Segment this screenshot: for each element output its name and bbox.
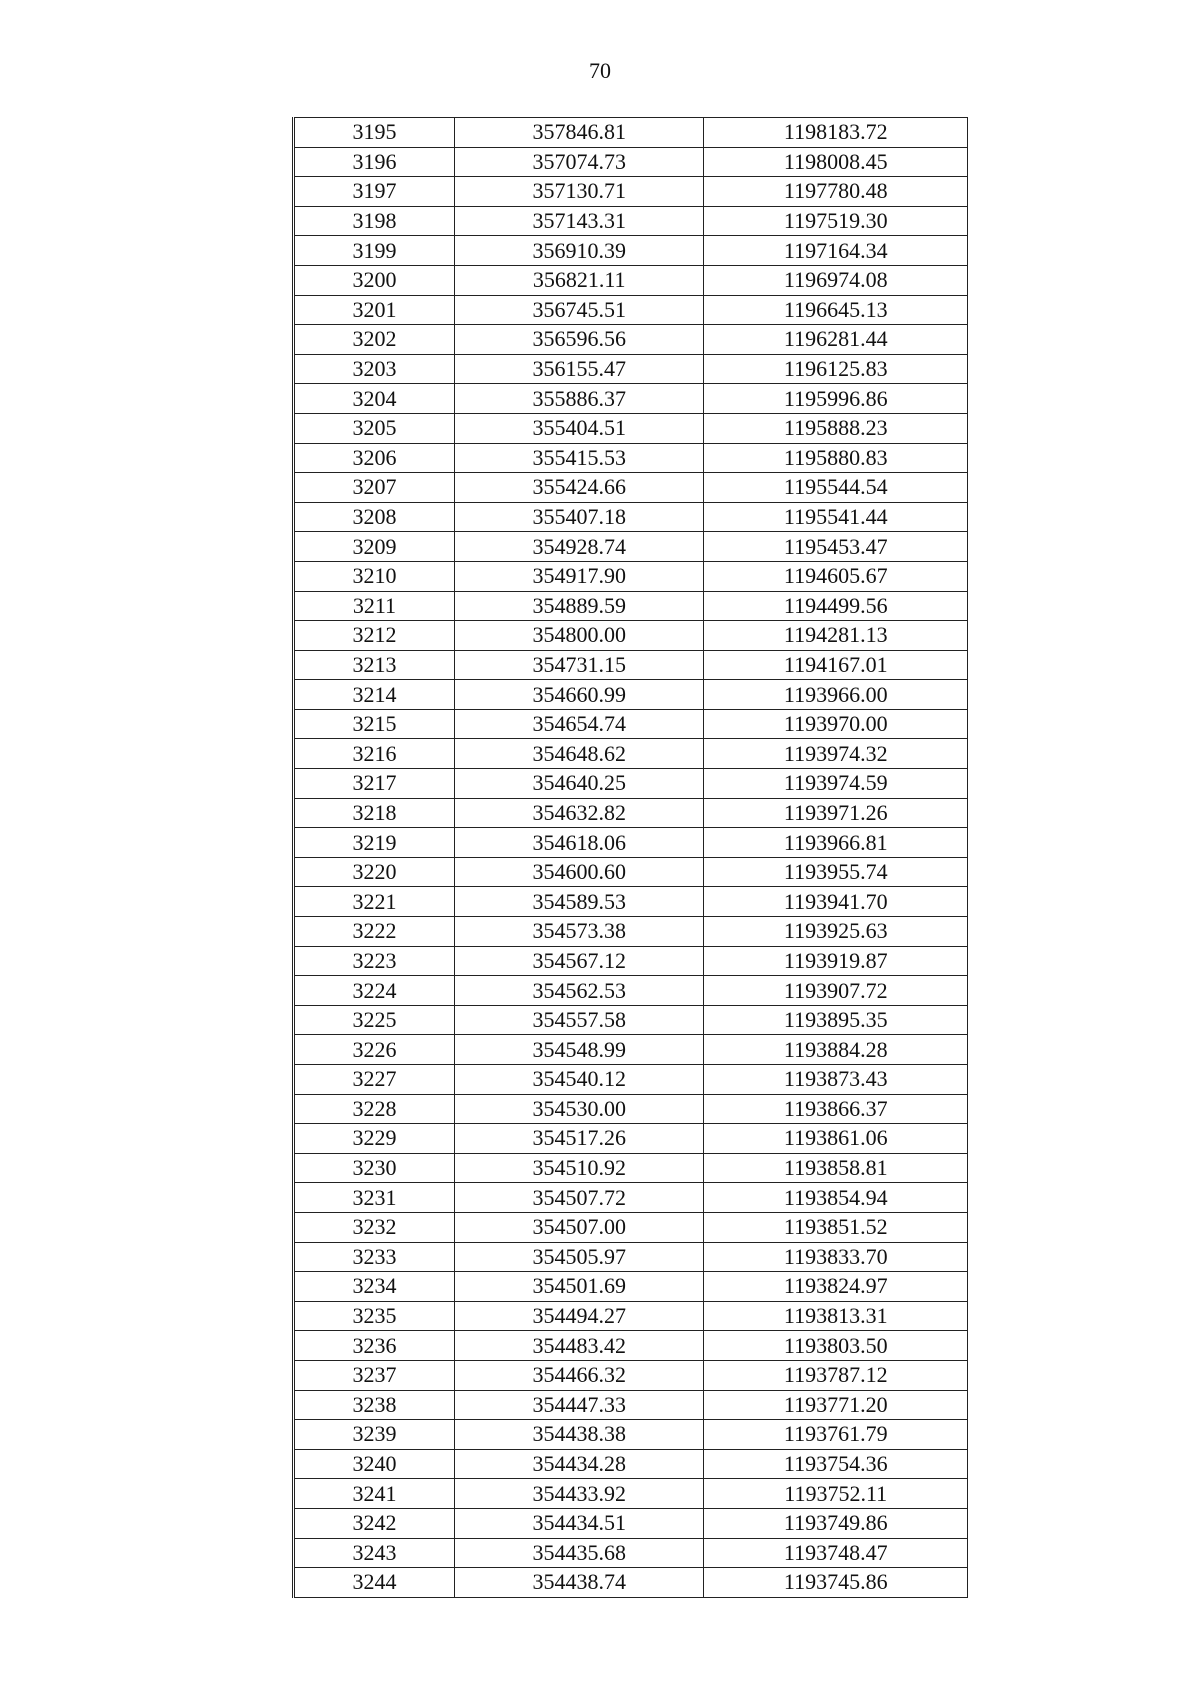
point-number-cell: 3235 [294, 1301, 455, 1331]
y-coordinate-cell: 1194499.56 [704, 591, 968, 621]
table-row [294, 384, 968, 414]
table-row [294, 1568, 968, 1598]
table-row [294, 857, 968, 887]
point-number-cell: 3214 [294, 680, 455, 710]
x-coordinate-cell: 354731.15 [454, 650, 704, 680]
point-number-cell: 3218 [294, 798, 455, 828]
table-row [294, 354, 968, 384]
y-coordinate-cell: 1196125.83 [704, 354, 968, 384]
point-number-cell: 3215 [294, 709, 455, 739]
point-number-cell: 3225 [294, 1005, 455, 1035]
point-number-cell: 3224 [294, 976, 455, 1006]
y-coordinate-cell: 1193824.97 [704, 1272, 968, 1302]
point-number-cell: 3199 [294, 236, 455, 266]
y-coordinate-cell: 1193907.72 [704, 976, 968, 1006]
x-coordinate-cell: 354640.25 [454, 769, 704, 799]
x-coordinate-cell: 354917.90 [454, 561, 704, 591]
y-coordinate-cell: 1193754.36 [704, 1449, 968, 1479]
point-number-cell: 3227 [294, 1065, 455, 1095]
table-row [294, 1124, 968, 1154]
point-number-cell: 3200 [294, 265, 455, 295]
table-row [294, 443, 968, 473]
point-number-cell: 3207 [294, 473, 455, 503]
x-coordinate-cell: 354507.72 [454, 1183, 704, 1213]
y-coordinate-cell: 1196645.13 [704, 295, 968, 325]
table-row [294, 1035, 968, 1065]
point-number-cell: 3204 [294, 384, 455, 414]
x-coordinate-cell: 354540.12 [454, 1065, 704, 1095]
x-coordinate-cell: 355424.66 [454, 473, 704, 503]
point-number-cell: 3221 [294, 887, 455, 917]
x-coordinate-cell: 354438.38 [454, 1420, 704, 1450]
table-row [294, 177, 968, 207]
x-coordinate-cell: 355407.18 [454, 502, 704, 532]
y-coordinate-cell: 1193974.32 [704, 739, 968, 769]
y-coordinate-cell: 1195544.54 [704, 473, 968, 503]
table-row [294, 265, 968, 295]
table-row [294, 413, 968, 443]
point-number-cell: 3243 [294, 1538, 455, 1568]
table-row [294, 1508, 968, 1538]
point-number-cell: 3244 [294, 1568, 455, 1598]
table-row [294, 680, 968, 710]
y-coordinate-cell: 1193941.70 [704, 887, 968, 917]
x-coordinate-cell: 356821.11 [454, 265, 704, 295]
point-number-cell: 3208 [294, 502, 455, 532]
table-row [294, 1479, 968, 1509]
y-coordinate-cell: 1195453.47 [704, 532, 968, 562]
table-row [294, 709, 968, 739]
point-number-cell: 3205 [294, 413, 455, 443]
y-coordinate-cell: 1194605.67 [704, 561, 968, 591]
y-coordinate-cell: 1194167.01 [704, 650, 968, 680]
x-coordinate-cell: 354632.82 [454, 798, 704, 828]
x-coordinate-cell: 355886.37 [454, 384, 704, 414]
table-row [294, 1183, 968, 1213]
y-coordinate-cell: 1193813.31 [704, 1301, 968, 1331]
point-number-cell: 3241 [294, 1479, 455, 1509]
table-row [294, 976, 968, 1006]
x-coordinate-cell: 354648.62 [454, 739, 704, 769]
y-coordinate-cell: 1193787.12 [704, 1360, 968, 1390]
y-coordinate-cell: 1193970.00 [704, 709, 968, 739]
x-coordinate-cell: 357846.81 [454, 118, 704, 148]
x-coordinate-cell: 354438.74 [454, 1568, 704, 1598]
x-coordinate-cell: 354600.60 [454, 857, 704, 887]
x-coordinate-cell: 354654.74 [454, 709, 704, 739]
point-number-cell: 3201 [294, 295, 455, 325]
page-number: 70 [589, 58, 611, 83]
x-coordinate-cell: 354589.53 [454, 887, 704, 917]
table-row [294, 1420, 968, 1450]
table-row [294, 1272, 968, 1302]
point-number-cell: 3236 [294, 1331, 455, 1361]
y-coordinate-cell: 1193854.94 [704, 1183, 968, 1213]
table-row [294, 798, 968, 828]
point-number-cell: 3230 [294, 1153, 455, 1183]
y-coordinate-cell: 1193833.70 [704, 1242, 968, 1272]
table-row [294, 1065, 968, 1095]
point-number-cell: 3209 [294, 532, 455, 562]
table-row [294, 473, 968, 503]
table-row [294, 591, 968, 621]
x-coordinate-cell: 354501.69 [454, 1272, 704, 1302]
x-coordinate-cell: 354530.00 [454, 1094, 704, 1124]
y-coordinate-cell: 1197519.30 [704, 206, 968, 236]
table-row [294, 325, 968, 355]
point-number-cell: 3219 [294, 828, 455, 858]
point-number-cell: 3212 [294, 621, 455, 651]
x-coordinate-cell: 354434.51 [454, 1508, 704, 1538]
y-coordinate-cell: 1196281.44 [704, 325, 968, 355]
y-coordinate-cell: 1195996.86 [704, 384, 968, 414]
table-row [294, 887, 968, 917]
coordinates-table [292, 117, 968, 1598]
y-coordinate-cell: 1193745.86 [704, 1568, 968, 1598]
y-coordinate-cell: 1193884.28 [704, 1035, 968, 1065]
point-number-cell: 3233 [294, 1242, 455, 1272]
x-coordinate-cell: 354483.42 [454, 1331, 704, 1361]
x-coordinate-cell: 354548.99 [454, 1035, 704, 1065]
table-row [294, 1153, 968, 1183]
y-coordinate-cell: 1193748.47 [704, 1538, 968, 1568]
y-coordinate-cell: 1195541.44 [704, 502, 968, 532]
y-coordinate-cell: 1193895.35 [704, 1005, 968, 1035]
y-coordinate-cell: 1193861.06 [704, 1124, 968, 1154]
y-coordinate-cell: 1193955.74 [704, 857, 968, 887]
point-number-cell: 3202 [294, 325, 455, 355]
point-number-cell: 3232 [294, 1212, 455, 1242]
y-coordinate-cell: 1193761.79 [704, 1420, 968, 1450]
y-coordinate-cell: 1198183.72 [704, 118, 968, 148]
x-coordinate-cell: 354507.00 [454, 1212, 704, 1242]
table-row [294, 502, 968, 532]
point-number-cell: 3242 [294, 1508, 455, 1538]
x-coordinate-cell: 354447.33 [454, 1390, 704, 1420]
table-row [294, 236, 968, 266]
y-coordinate-cell: 1197164.34 [704, 236, 968, 266]
x-coordinate-cell: 354494.27 [454, 1301, 704, 1331]
y-coordinate-cell: 1193749.86 [704, 1508, 968, 1538]
x-coordinate-cell: 354557.58 [454, 1005, 704, 1035]
point-number-cell: 3226 [294, 1035, 455, 1065]
x-coordinate-cell: 354573.38 [454, 917, 704, 947]
table-row [294, 1538, 968, 1568]
point-number-cell: 3203 [294, 354, 455, 384]
point-number-cell: 3238 [294, 1390, 455, 1420]
point-number-cell: 3237 [294, 1360, 455, 1390]
y-coordinate-cell: 1197780.48 [704, 177, 968, 207]
x-coordinate-cell: 355415.53 [454, 443, 704, 473]
coordinates-table-body [294, 118, 968, 1598]
x-coordinate-cell: 357130.71 [454, 177, 704, 207]
y-coordinate-cell: 1193966.00 [704, 680, 968, 710]
point-number-cell: 3229 [294, 1124, 455, 1154]
y-coordinate-cell: 1194281.13 [704, 621, 968, 651]
point-number-cell: 3198 [294, 206, 455, 236]
table-row [294, 532, 968, 562]
x-coordinate-cell: 354660.99 [454, 680, 704, 710]
table-row [294, 1449, 968, 1479]
point-number-cell: 3195 [294, 118, 455, 148]
point-number-cell: 3220 [294, 857, 455, 887]
x-coordinate-cell: 354928.74 [454, 532, 704, 562]
point-number-cell: 3228 [294, 1094, 455, 1124]
point-number-cell: 3197 [294, 177, 455, 207]
table-row [294, 769, 968, 799]
x-coordinate-cell: 356910.39 [454, 236, 704, 266]
point-number-cell: 3211 [294, 591, 455, 621]
table-row [294, 561, 968, 591]
table-row [294, 147, 968, 177]
x-coordinate-cell: 356596.56 [454, 325, 704, 355]
x-coordinate-cell: 354567.12 [454, 946, 704, 976]
table-row [294, 946, 968, 976]
point-number-cell: 3206 [294, 443, 455, 473]
table-row [294, 917, 968, 947]
y-coordinate-cell: 1193771.20 [704, 1390, 968, 1420]
table-row [294, 739, 968, 769]
x-coordinate-cell: 354517.26 [454, 1124, 704, 1154]
table-row [294, 650, 968, 680]
table-row [294, 1331, 968, 1361]
y-coordinate-cell: 1193803.50 [704, 1331, 968, 1361]
y-coordinate-cell: 1193919.87 [704, 946, 968, 976]
point-number-cell: 3234 [294, 1272, 455, 1302]
y-coordinate-cell: 1195880.83 [704, 443, 968, 473]
x-coordinate-cell: 356155.47 [454, 354, 704, 384]
x-coordinate-cell: 354800.00 [454, 621, 704, 651]
x-coordinate-cell: 354434.28 [454, 1449, 704, 1479]
table-row [294, 1390, 968, 1420]
table-row [294, 118, 968, 148]
y-coordinate-cell: 1193925.63 [704, 917, 968, 947]
table-row [294, 828, 968, 858]
x-coordinate-cell: 354433.92 [454, 1479, 704, 1509]
table-row [294, 1212, 968, 1242]
table-row [294, 1360, 968, 1390]
x-coordinate-cell: 357143.31 [454, 206, 704, 236]
x-coordinate-cell: 354618.06 [454, 828, 704, 858]
x-coordinate-cell: 354562.53 [454, 976, 704, 1006]
point-number-cell: 3231 [294, 1183, 455, 1213]
y-coordinate-cell: 1196974.08 [704, 265, 968, 295]
point-number-cell: 3223 [294, 946, 455, 976]
x-coordinate-cell: 354435.68 [454, 1538, 704, 1568]
y-coordinate-cell: 1193851.52 [704, 1212, 968, 1242]
point-number-cell: 3196 [294, 147, 455, 177]
table-row [294, 206, 968, 236]
table-row [294, 295, 968, 325]
point-number-cell: 3210 [294, 561, 455, 591]
x-coordinate-cell: 357074.73 [454, 147, 704, 177]
table-row [294, 1242, 968, 1272]
point-number-cell: 3217 [294, 769, 455, 799]
x-coordinate-cell: 354505.97 [454, 1242, 704, 1272]
point-number-cell: 3213 [294, 650, 455, 680]
y-coordinate-cell: 1193873.43 [704, 1065, 968, 1095]
y-coordinate-cell: 1195888.23 [704, 413, 968, 443]
x-coordinate-cell: 354889.59 [454, 591, 704, 621]
table-row [294, 1005, 968, 1035]
table-row [294, 621, 968, 651]
point-number-cell: 3240 [294, 1449, 455, 1479]
table-row [294, 1094, 968, 1124]
x-coordinate-cell: 354510.92 [454, 1153, 704, 1183]
y-coordinate-cell: 1193866.37 [704, 1094, 968, 1124]
point-number-cell: 3239 [294, 1420, 455, 1450]
table-row [294, 1301, 968, 1331]
x-coordinate-cell: 356745.51 [454, 295, 704, 325]
y-coordinate-cell: 1193858.81 [704, 1153, 968, 1183]
y-coordinate-cell: 1198008.45 [704, 147, 968, 177]
point-number-cell: 3216 [294, 739, 455, 769]
y-coordinate-cell: 1193966.81 [704, 828, 968, 858]
y-coordinate-cell: 1193752.11 [704, 1479, 968, 1509]
x-coordinate-cell: 354466.32 [454, 1360, 704, 1390]
x-coordinate-cell: 355404.51 [454, 413, 704, 443]
point-number-cell: 3222 [294, 917, 455, 947]
y-coordinate-cell: 1193974.59 [704, 769, 968, 799]
y-coordinate-cell: 1193971.26 [704, 798, 968, 828]
